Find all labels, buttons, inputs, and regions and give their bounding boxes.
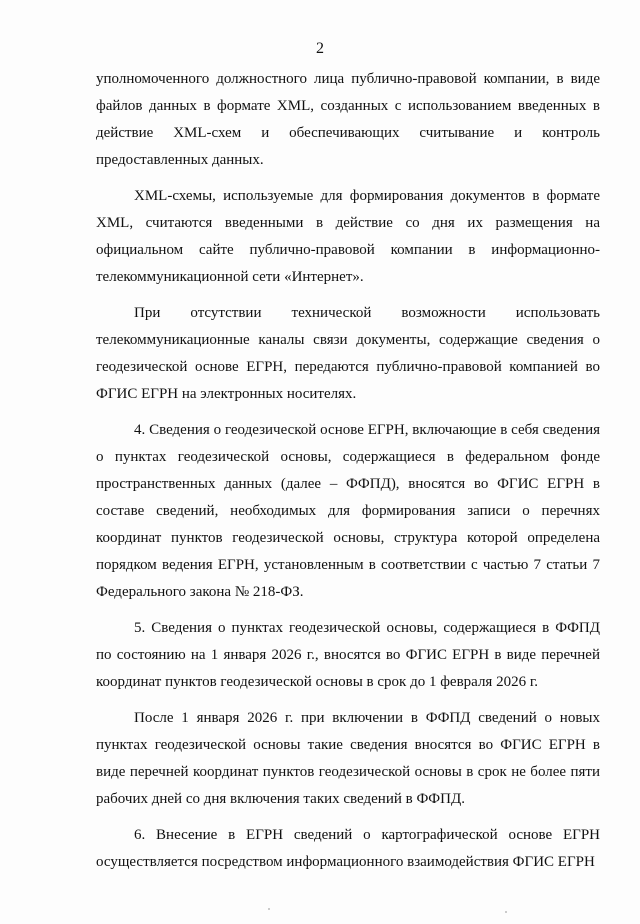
paragraph-item-4: 4. Сведения о геодезической основе ЕГРН, включающие в себя сведения о пунктах геодезической основы, содержащиеся в федеральном фонде пространственных данных (далее – ФФПД), вносятся во ФГИС ЕГРН в составе сведений, необходимых для формирования записи о перечнях координат пунктов геодезической основы, структура которой определена порядком ведения ЕГРН, установленным в соответствии с частью 7 статьи 7 Федерального закона № 218-ФЗ. xyxy=(96,422,600,600)
scan-speck xyxy=(505,911,507,913)
scan-speck xyxy=(268,908,270,910)
page-number: 2 xyxy=(316,40,324,57)
paragraph-after-2026: После 1 января 2026 г. при включении в ФФПД сведений о новых пунктах геодезической основы такие сведения вносятся во ФГИС ЕГРН в виде перечней координат пунктов геодезической основы в срок не более пяти рабочих дней со дня включения таких сведений в ФФПД. xyxy=(96,710,600,807)
paragraph-item-6: 6. Внесение в ЕГРН сведений о картографической основе ЕГРН осуществляется посредством информационного взаимодействия ФГИС ЕГРН xyxy=(96,827,600,870)
document-body xyxy=(96,66,600,876)
paragraph-item-5: 5. Сведения о пунктах геодезической основы, содержащиеся в ФФПД по состоянию на 1 января 2026 г., вносятся во ФГИС ЕГРН в виде перечней координат пунктов геодезической основы в срок до 1 февраля 2026 г. xyxy=(96,620,600,690)
paragraph-continuation: уполномоченного должностного лица публично-правовой компании, в виде файлов данных в формате XML, созданных с использованием введенных в действие XML-схем и обеспечивающих считывание и контроль предоставленных данных. xyxy=(96,71,600,168)
paragraph-no-technical-possibility: При отсутствии технической возможности использовать телекоммуникационные каналы связи документы, содержащие сведения о геодезической основе ЕГРН, передаются публично-правовой компанией во ФГИС ЕГРН на электронных носителях. xyxy=(96,305,600,402)
paragraph-xml-schemas: XML-схемы, используемые для формирования документов в формате XML, считаются введенными в действие со дня их размещения на официальном сайте публично-правовой компании в информационно-телекоммуникационной сети «Интернет». xyxy=(96,188,600,285)
